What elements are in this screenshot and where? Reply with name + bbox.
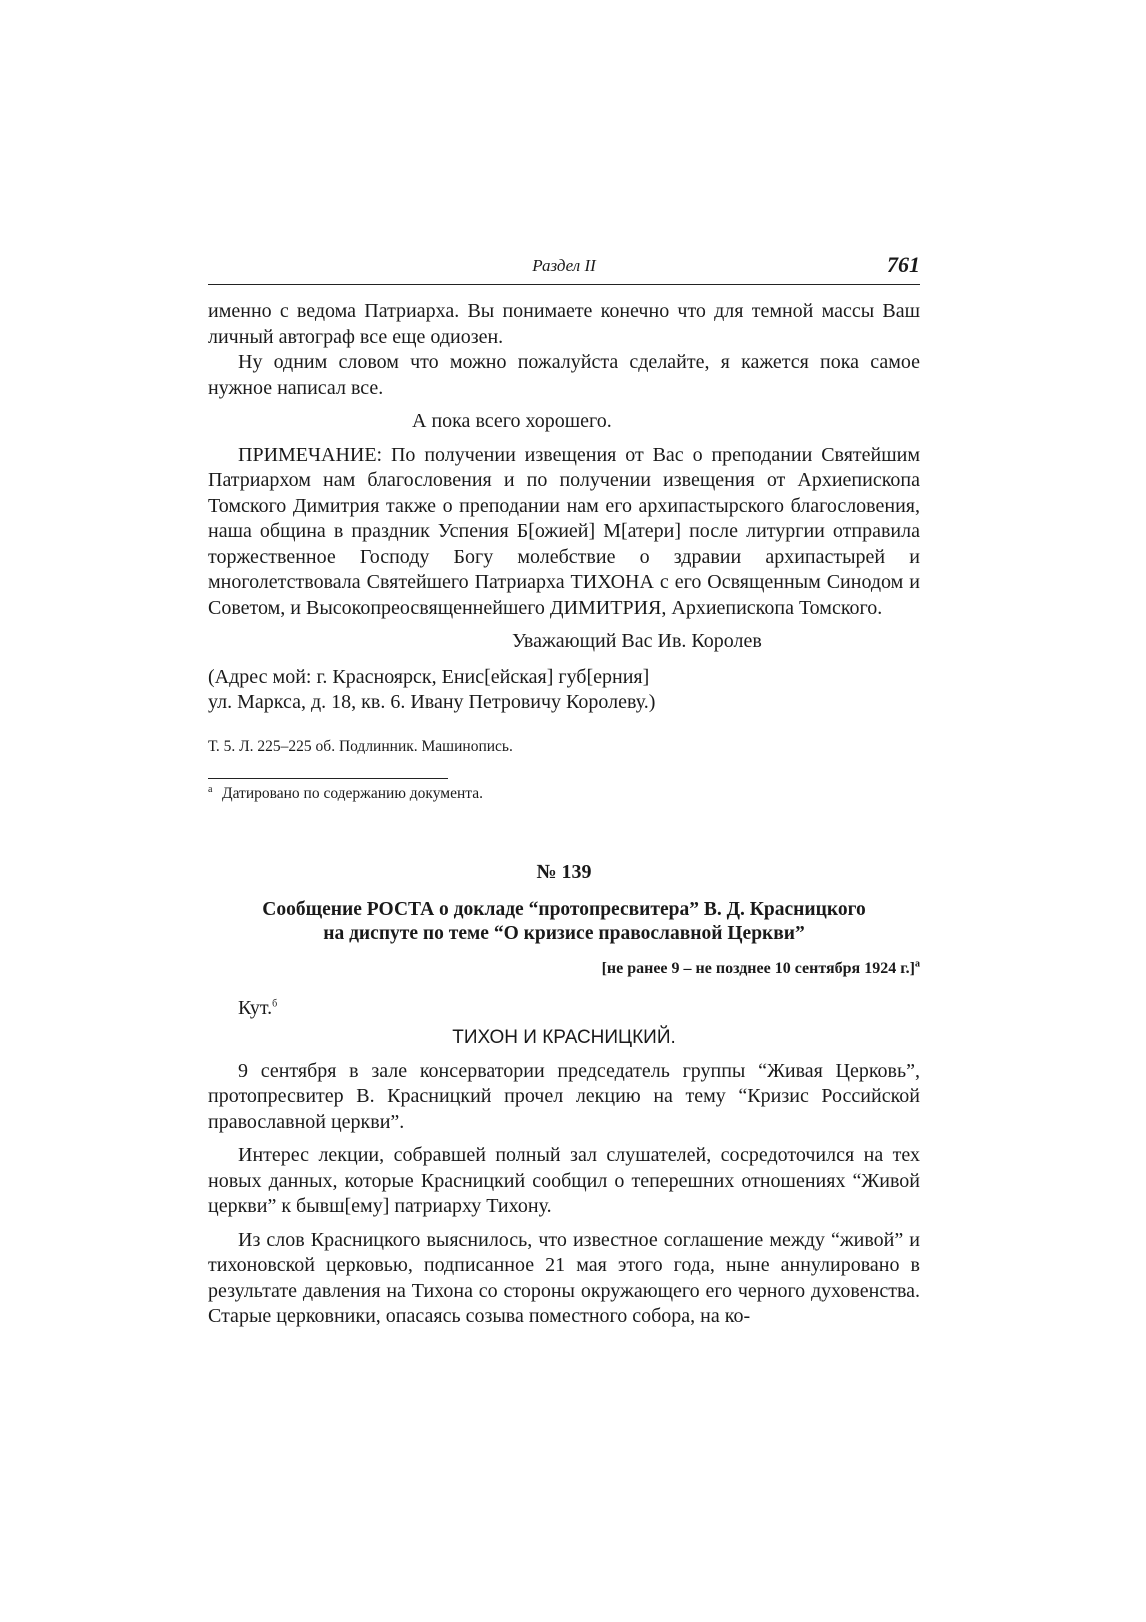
document-title-line-2: на диспуте по теме “О кризисе православной Церкви” (323, 922, 805, 944)
section-title: Раздел II (532, 256, 596, 275)
letter-note: ПРИМЕЧАНИЕ: По получении извещения от Вас о преподании Святейшим Патриархом нам благословения и по получении извещения от Архиепископа Томского Димитрия также о преподании нам его архипастырского благословения, наша община в праздник Успения Б[ожией] М[атери] после литургии отправила торжественное Господу Богу молебствие о здравии архипастырей и многолетствовала Святейшего Патриарха ТИХОНА с его Освященным Синодом и Советом, и Высокопреосвященнейшего ДИМИТРИЯ, Архиепископа Томского. (208, 443, 920, 619)
document-paragraph-1: 9 сентября в зале консерватории председатель группы “Живая Церковь”, протопресвитер В. Красницкий прочел лекцию на тему “Кризис Российской православной церкви”. (208, 1059, 920, 1133)
archive-reference: Т. 5. Л. 225–225 об. Подлинник. Машинопись. (208, 737, 513, 755)
letter-paragraph-2: Ну одним словом что можно пожалуйста сделайте, я кажется пока самое нужное написал все. (208, 351, 920, 399)
kut-mark: б (272, 997, 278, 1009)
article-heading-text: ТИХОН И КРАСНИЦКИЙ. (452, 1027, 676, 1048)
page-number: 761 (887, 252, 920, 277)
document-date-text: [не ранее 9 – не позднее 10 сентября 1924 г.] (601, 959, 915, 977)
footnote-text: Датировано по содержанию документа. (222, 784, 483, 802)
page (208, 250, 920, 1330)
letter-paragraph-1: именно с ведома Патриарха. Вы понимаете конечно что для темной массы Ваш личный автограф все еще одиозен. (208, 300, 920, 348)
footnote-mark: а (208, 783, 213, 795)
document-date-mark: а (915, 958, 920, 970)
running-head (208, 250, 920, 285)
document-title (208, 898, 920, 946)
article-heading (208, 1025, 920, 1051)
document-paragraph-3: Из слов Красницкого выяснилось, что известное соглашение между “живой” и тихоновской церковью, подписанное 21 мая этого года, ныне аннулировано в результате давления на Тихона со стороны окружающего его черного духовенства. Старые церковники, опасаясь созыва поместного собора, на ко- (208, 1228, 920, 1327)
footnote (208, 785, 920, 803)
letter-address-line-1: (Адрес мой: г. Красноярск, Енис[ейская] губ[ерния] (208, 665, 650, 688)
document-date (208, 960, 920, 978)
document-paragraph-2: Интерес лекции, собравшей полный зал слушателей, сосредоточился на тех новых данных, которые Красницкий сообщил о теперешних отношениях “Живой церкви” к бывш[ему] патриарху Тихону. (208, 1144, 920, 1217)
letter-signature: Уважающий Вас Ив. Королев (512, 630, 762, 652)
document-body (208, 996, 920, 1330)
letter-closing: А пока всего хорошего. (412, 410, 612, 432)
letter-address-line-2: ул. Маркса, д. 18, кв. 6. Ивану Петровичу Королеву.) (208, 691, 656, 713)
document-title-line-1: Сообщение РОСТА о докладе “протопресвитера” В. Д. Красницкого (262, 898, 866, 920)
letter-body (208, 299, 920, 716)
kut-text: Кут. (238, 996, 273, 1019)
kut-line (208, 996, 920, 1022)
footnote-divider (208, 778, 448, 779)
document-number: № 139 (536, 860, 592, 883)
